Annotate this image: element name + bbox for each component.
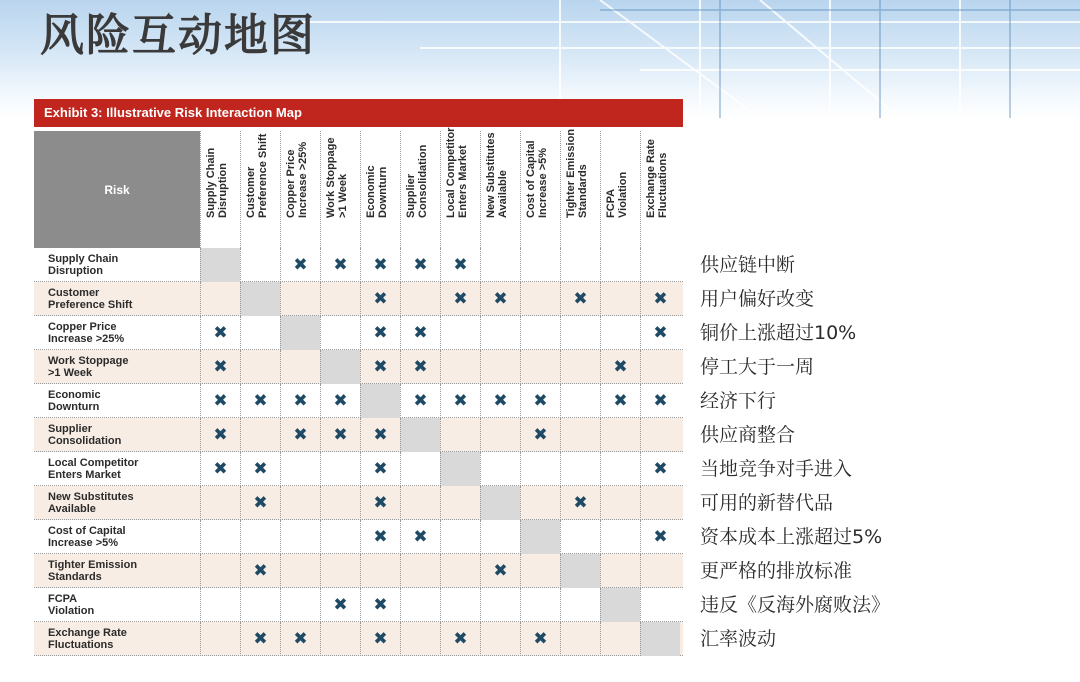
interaction-mark: ✖ [640, 452, 680, 486]
chinese-risk-label: 供应链中断 [700, 254, 796, 276]
table-row [34, 384, 683, 418]
table-row [34, 248, 683, 282]
interaction-mark: ✖ [400, 520, 440, 554]
table-row [34, 452, 683, 486]
matrix-cell [600, 316, 640, 350]
column-header-label: Local Competitor Enters Market [445, 127, 469, 218]
row-risk-label: Supplier Consolidation [48, 423, 122, 447]
interaction-mark: ✖ [320, 588, 360, 622]
matrix-cell [560, 452, 600, 486]
matrix-cell [520, 554, 560, 588]
interaction-mark: ✖ [400, 350, 440, 384]
interaction-mark: ✖ [600, 384, 640, 418]
interaction-mark: ✖ [360, 248, 400, 282]
interaction-mark: ✖ [520, 384, 560, 418]
matrix-cell [200, 486, 240, 520]
matrix-cell [240, 248, 280, 282]
diagonal-cell [240, 282, 280, 316]
interaction-mark: ✖ [200, 418, 240, 452]
interaction-mark: ✖ [240, 486, 280, 520]
column-header [240, 131, 280, 248]
matrix-cell [440, 418, 480, 452]
chinese-risk-label: 资本成本上涨超过5% [700, 526, 883, 548]
matrix-cell [560, 248, 600, 282]
matrix-cell [240, 520, 280, 554]
matrix-cell [480, 588, 520, 622]
interaction-mark: ✖ [360, 588, 400, 622]
matrix-cell [640, 350, 680, 384]
table-row [34, 486, 683, 520]
matrix-cell [640, 248, 680, 282]
column-header [480, 131, 520, 248]
interaction-mark: ✖ [200, 350, 240, 384]
matrix-cell [200, 282, 240, 316]
interaction-mark: ✖ [520, 622, 560, 656]
interaction-mark: ✖ [320, 384, 360, 418]
table-row [34, 282, 683, 316]
interaction-mark: ✖ [440, 622, 480, 656]
chinese-risk-label: 经济下行 [700, 390, 777, 412]
column-header-label: Customer Preference Shift [245, 133, 269, 218]
matrix-cell [400, 622, 440, 656]
matrix-cell [480, 418, 520, 452]
matrix-cell [560, 316, 600, 350]
interaction-mark: ✖ [200, 384, 240, 418]
column-header-label: Work Stoppage >1 Week [325, 137, 349, 218]
column-header [280, 131, 320, 248]
matrix-cell [480, 248, 520, 282]
interaction-mark: ✖ [200, 316, 240, 350]
column-header-label: Supply Chain Disruption [205, 147, 229, 218]
column-header [360, 131, 400, 248]
interaction-mark: ✖ [360, 486, 400, 520]
matrix-cell [320, 282, 360, 316]
matrix-cell [280, 486, 320, 520]
diagonal-cell [280, 316, 320, 350]
interaction-mark: ✖ [280, 248, 320, 282]
chinese-risk-label: 停工大于一周 [700, 356, 815, 378]
matrix-cell [320, 622, 360, 656]
page-title: 风险互动地图 [40, 10, 316, 61]
row-risk-label: New Substitutes Available [48, 491, 134, 515]
interaction-mark: ✖ [360, 316, 400, 350]
diagonal-cell [400, 418, 440, 452]
matrix-cell [280, 520, 320, 554]
interaction-mark: ✖ [480, 282, 520, 316]
column-header-label: Cost of Capital Increase >5% [525, 140, 549, 218]
diagonal-cell [520, 520, 560, 554]
matrix-cell [400, 588, 440, 622]
matrix-cell [600, 554, 640, 588]
matrix-cell [200, 588, 240, 622]
matrix-cell [240, 418, 280, 452]
matrix-cell [280, 554, 320, 588]
diagonal-cell [600, 588, 640, 622]
chinese-risk-label: 铜价上涨超过10% [700, 322, 857, 344]
interaction-mark: ✖ [440, 282, 480, 316]
table-row [34, 554, 683, 588]
interaction-mark: ✖ [200, 452, 240, 486]
matrix-cell [360, 554, 400, 588]
chinese-risk-label: 供应商整合 [700, 424, 796, 446]
matrix-cell [320, 520, 360, 554]
matrix-cell [320, 316, 360, 350]
row-risk-label: Economic Downturn [48, 389, 101, 413]
matrix-cell [520, 486, 560, 520]
interaction-mark: ✖ [360, 282, 400, 316]
matrix-cell [520, 588, 560, 622]
chinese-risk-label: 更严格的排放标准 [700, 560, 853, 582]
column-header-label: Supplier Consolidation [405, 144, 429, 218]
matrix-cell [520, 248, 560, 282]
matrix-cell [320, 486, 360, 520]
row-risk-label: FCPA Violation [48, 593, 95, 617]
matrix-cell [400, 282, 440, 316]
interaction-mark: ✖ [400, 384, 440, 418]
interaction-mark: ✖ [640, 316, 680, 350]
matrix-cell [640, 554, 680, 588]
diagonal-cell [320, 350, 360, 384]
column-header [560, 128, 600, 248]
table-row [34, 520, 683, 554]
matrix-cell [240, 588, 280, 622]
column-header-label: FCPA Violation [605, 171, 629, 218]
matrix-cell [600, 418, 640, 452]
diagonal-cell [200, 248, 240, 282]
matrix-cell [600, 282, 640, 316]
matrix-cell [440, 588, 480, 622]
interaction-mark: ✖ [280, 384, 320, 418]
interaction-mark: ✖ [360, 452, 400, 486]
matrix-cell [560, 520, 600, 554]
matrix-cell [520, 282, 560, 316]
matrix-cell [280, 282, 320, 316]
interaction-mark: ✖ [400, 248, 440, 282]
interaction-mark: ✖ [640, 282, 680, 316]
diagonal-cell [480, 486, 520, 520]
row-risk-label: Supply Chain Disruption [48, 253, 119, 277]
interaction-mark: ✖ [600, 350, 640, 384]
matrix-cell [640, 588, 680, 622]
matrix-cell [440, 350, 480, 384]
interaction-mark: ✖ [560, 486, 600, 520]
interaction-mark: ✖ [320, 418, 360, 452]
interaction-mark: ✖ [280, 418, 320, 452]
matrix-cell [520, 350, 560, 384]
interaction-mark: ✖ [640, 520, 680, 554]
row-risk-label: Exchange Rate Fluctuations [48, 627, 127, 651]
column-header-label: Tighter Emission Standards [565, 128, 589, 218]
column-header [320, 131, 360, 248]
matrix-cell [280, 452, 320, 486]
matrix-cell [480, 622, 520, 656]
interaction-mark: ✖ [240, 622, 280, 656]
matrix-cell [320, 554, 360, 588]
matrix-cell [480, 520, 520, 554]
column-header-label: Exchange Rate Fluctuations [645, 139, 669, 218]
interaction-mark: ✖ [360, 622, 400, 656]
risk-interaction-matrix [34, 127, 683, 661]
interaction-mark: ✖ [240, 384, 280, 418]
interaction-mark: ✖ [320, 248, 360, 282]
matrix-cell [480, 452, 520, 486]
diagonal-cell [640, 622, 680, 656]
interaction-mark: ✖ [560, 282, 600, 316]
matrix-cell [600, 520, 640, 554]
column-header [600, 131, 640, 248]
table-row [34, 588, 683, 622]
interaction-mark: ✖ [440, 384, 480, 418]
matrix-cell [440, 486, 480, 520]
column-header [200, 131, 240, 248]
matrix-cell [240, 350, 280, 384]
interaction-mark: ✖ [480, 554, 520, 588]
matrix-cell [320, 452, 360, 486]
table-row [34, 350, 683, 384]
table-row [34, 316, 683, 350]
matrix-cell [400, 452, 440, 486]
matrix-cell [560, 588, 600, 622]
matrix-cell [280, 588, 320, 622]
row-risk-label: Local Competitor Enters Market [48, 457, 139, 481]
interaction-mark: ✖ [440, 248, 480, 282]
table-row [34, 418, 683, 452]
interaction-mark: ✖ [480, 384, 520, 418]
column-header [400, 131, 440, 248]
column-header [520, 131, 560, 248]
diagonal-cell [360, 384, 400, 418]
chinese-risk-label: 用户偏好改变 [700, 288, 815, 310]
chinese-risk-label: 可用的新替代品 [700, 492, 834, 514]
interaction-mark: ✖ [640, 384, 680, 418]
matrix-cell [480, 316, 520, 350]
matrix-cell [640, 418, 680, 452]
chinese-risk-label: 违反《反海外腐败法》 [700, 594, 891, 616]
matrix-cell [200, 554, 240, 588]
matrix-cell [560, 384, 600, 418]
interaction-mark: ✖ [520, 418, 560, 452]
column-header [440, 127, 480, 248]
matrix-cell [560, 350, 600, 384]
interaction-mark: ✖ [360, 418, 400, 452]
row-risk-label: Tighter Emission Standards [48, 559, 138, 583]
diagonal-cell [560, 554, 600, 588]
matrix-cell [440, 554, 480, 588]
matrix-cell [440, 520, 480, 554]
matrix-cell [560, 418, 600, 452]
interaction-mark: ✖ [280, 622, 320, 656]
matrix-cell [240, 316, 280, 350]
interaction-mark: ✖ [400, 316, 440, 350]
row-risk-label: Customer Preference Shift [48, 287, 133, 311]
matrix-cell [560, 622, 600, 656]
matrix-cell [440, 316, 480, 350]
matrix-cell [280, 350, 320, 384]
chinese-risk-label: 汇率波动 [700, 628, 777, 650]
row-risk-label: Work Stoppage >1 Week [48, 355, 129, 379]
matrix-cell [400, 554, 440, 588]
matrix-cell [200, 520, 240, 554]
column-header-label: Economic Downturn [365, 165, 389, 218]
interaction-mark: ✖ [240, 452, 280, 486]
matrix-cell [520, 316, 560, 350]
matrix-cell [520, 452, 560, 486]
risk-column-header: Risk [34, 131, 200, 248]
column-header-label: New Substitutes Available [485, 132, 509, 218]
interaction-mark: ✖ [360, 350, 400, 384]
matrix-cell [600, 248, 640, 282]
column-header [640, 131, 680, 248]
matrix-cell [400, 486, 440, 520]
chinese-risk-label: 当地竞争对手进入 [700, 458, 853, 480]
exhibit-title-bar: Exhibit 3: Illustrative Risk Interaction Map [34, 99, 683, 127]
table-row [34, 622, 683, 656]
matrix-cell [480, 350, 520, 384]
interaction-mark: ✖ [360, 520, 400, 554]
matrix-cell [600, 486, 640, 520]
row-risk-label: Cost of Capital Increase >5% [48, 525, 126, 549]
matrix-cell [600, 622, 640, 656]
diagonal-cell [440, 452, 480, 486]
row-risk-label: Copper Price Increase >25% [48, 321, 125, 345]
matrix-cell [600, 452, 640, 486]
column-header-label: Copper Price Increase >25% [285, 141, 309, 218]
matrix-cell [200, 622, 240, 656]
interaction-mark: ✖ [240, 554, 280, 588]
matrix-cell [640, 486, 680, 520]
